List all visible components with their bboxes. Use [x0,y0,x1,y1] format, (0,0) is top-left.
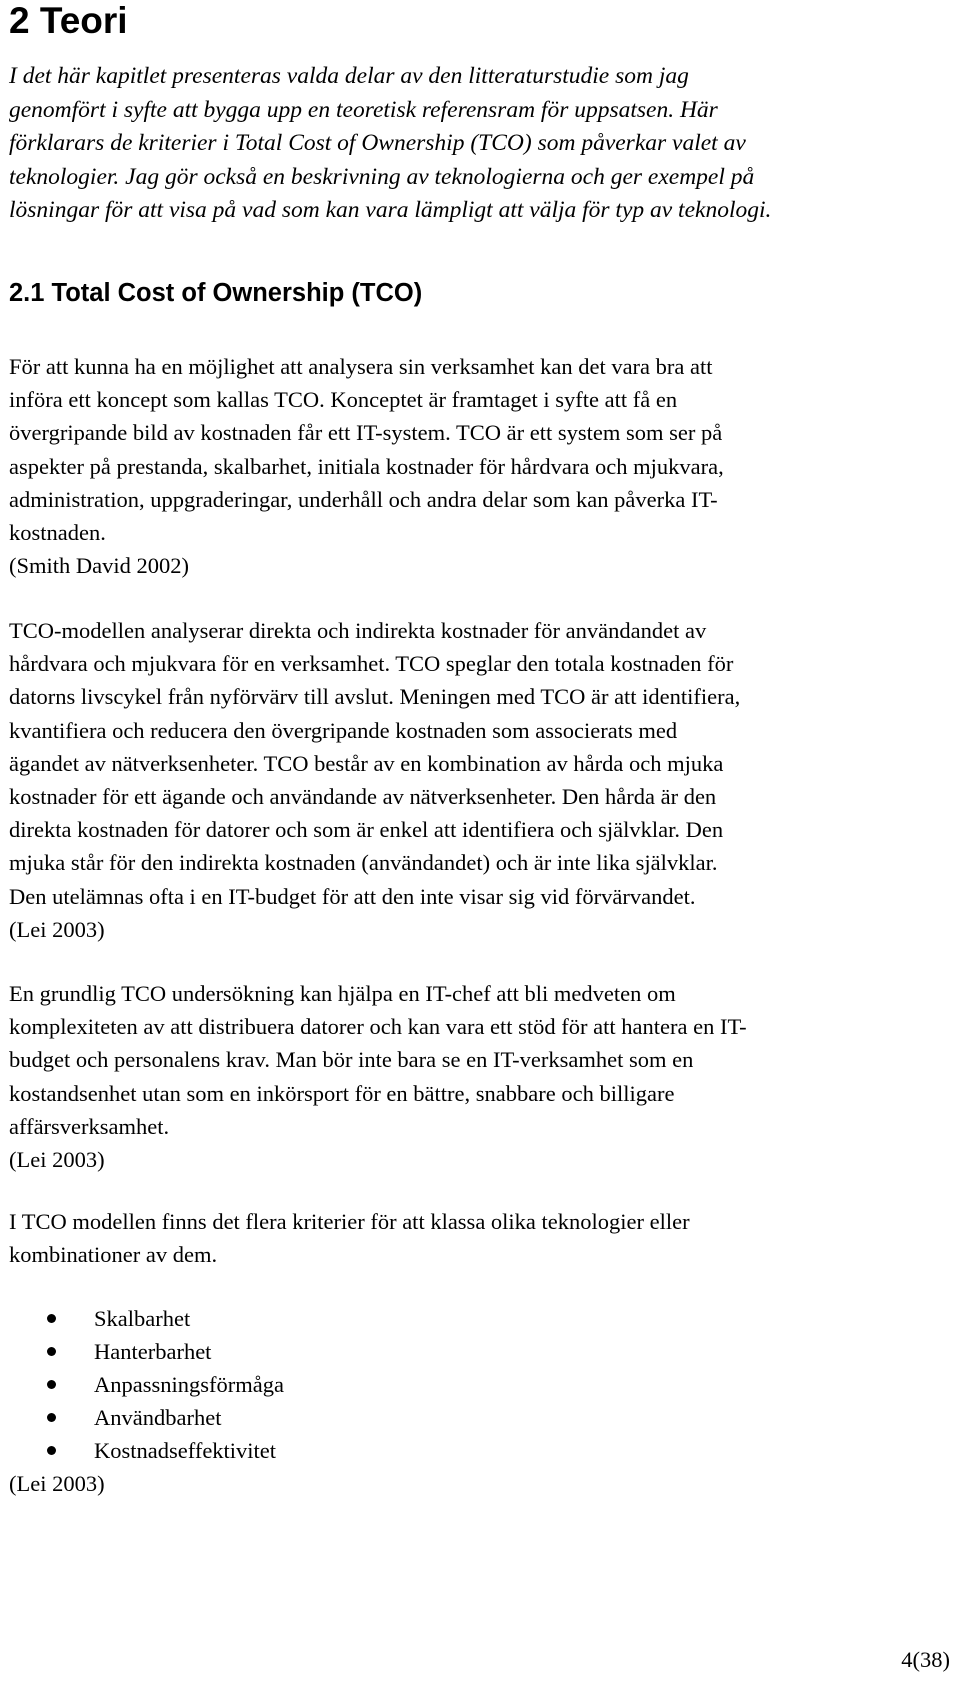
paragraph-line: datorns livscykel från nyförvärv till avslut. Meningen med TCO är att identifiera, [9,684,741,710]
paragraph-line: Den utelämnas ofta i en IT-budget för att den inte visar sig vid förvärvandet. [9,883,696,909]
chapter-intro [9,60,939,228]
list-item [9,1335,284,1368]
paragraph-line: kombinationer av dem. [9,1242,218,1268]
paragraph-line: För att kunna ha en möjlighet att analysera sin verksamhet kan det vara bra att [9,354,713,379]
intro-line: teknologier. Jag gör också en beskrivning av teknologierna och ger exempel på [9,163,755,190]
paragraph-line: ägandet av nätverksenheter. TCO består av en kombination av hårda och mjuka [9,750,724,776]
paragraph-line: I TCO modellen finns det flera kriterier för att klassa olika teknologier eller [9,1209,690,1234]
paragraph-line: kvantifiera och reducera den övergripande kostnaden som associerats med [9,717,678,743]
paragraph-3 [9,977,944,1176]
bullet-icon [47,1380,56,1389]
page-number: 4(38) [901,1647,950,1672]
paragraph-line: administration, uppgraderingar, underhåll och andra delar som kan påverka IT- [9,486,718,512]
criteria-list [9,1302,284,1467]
list-item-label: Användbarhet [94,1405,222,1430]
bullet-icon [47,1347,56,1356]
paragraph-line: TCO-modellen analyserar direkta och indirekta kostnader för användandet av [9,618,707,643]
paragraph-line: mjuka står för den indirekta kostnaden (användandet) och är inte lika självklar. [9,850,718,876]
paragraph-line: kostnader för ett ägande och användande av nätverksenheter. Den hårda är den [9,784,717,810]
list-item [9,1368,284,1401]
list-item-label: Hanterbarhet [94,1339,212,1364]
list-item [9,1434,284,1467]
list-item [9,1401,284,1434]
paragraph-line: En grundlig TCO undersökning kan hjälpa en IT-chef att bli medveten om [9,981,676,1006]
paragraph-line: kostnaden. [9,520,106,546]
list-item-label: Kostnadseffektivitet [94,1438,277,1463]
intro-line: I det här kapitlet presenteras valda delar av den litteraturstudie som jag [9,63,689,89]
intro-line: lösningar för att visa på vad som kan vara lämpligt att välja för typ av teknologi. [9,197,772,223]
bullet-icon [47,1446,56,1455]
intro-line: förklarars de kriterier i Total Cost of Ownership (TCO) som påverkar valet av [9,130,746,156]
paragraph-line: komplexiteten av att distribuera datorer och kan vara ett stöd för att hantera en IT- [9,1014,747,1040]
citation: (Lei 2003) [9,1147,105,1173]
list-item-label: Skalbarhet [94,1306,191,1331]
bullet-icon [47,1413,56,1422]
paragraph-line: affärsverksamhet. [9,1113,170,1139]
paragraph-1 [9,350,944,582]
intro-line: genomfört i syfte att bygga upp en teoretisk referensram för uppsatsen. Här [9,96,718,123]
list-item [9,1302,284,1335]
section-title: 2.1 Total Cost of Ownership (TCO) [9,279,423,307]
paragraph-4 [9,1205,944,1271]
paragraph-line: budget och personalens krav. Man bör inte bara se en IT-verksamhet som en [9,1047,694,1073]
citation: (Smith David 2002) [9,553,189,579]
citation: (Lei 2003) [9,916,105,942]
chapter-title: 2 Teori [9,0,128,41]
citation: (Lei 2003) [9,1471,105,1496]
paragraph-2 [9,614,944,946]
paragraph-line: direkta kostnaden för datorer och som är enkel att identifiera och självklar. Den [9,817,724,843]
paragraph-line: kostandsenhet utan som en inkörsport för en bättre, snabbare och billigare [9,1080,675,1106]
paragraph-line: införa ett koncept som kallas TCO. Konceptet är framtaget i syfte att få en [9,387,678,413]
paragraph-line: hårdvara och mjukvara för en verksamhet. TCO speglar den totala kostnaden för [9,651,734,677]
list-item-label: Anpassningsförmåga [94,1372,284,1397]
bullet-icon [47,1314,56,1323]
paragraph-line: övergripande bild av kostnaden får ett IT-system. TCO är ett system som ser på [9,420,723,446]
paragraph-line: aspekter på prestanda, skalbarhet, initiala kostnader för hårdvara och mjukvara, [9,453,724,479]
